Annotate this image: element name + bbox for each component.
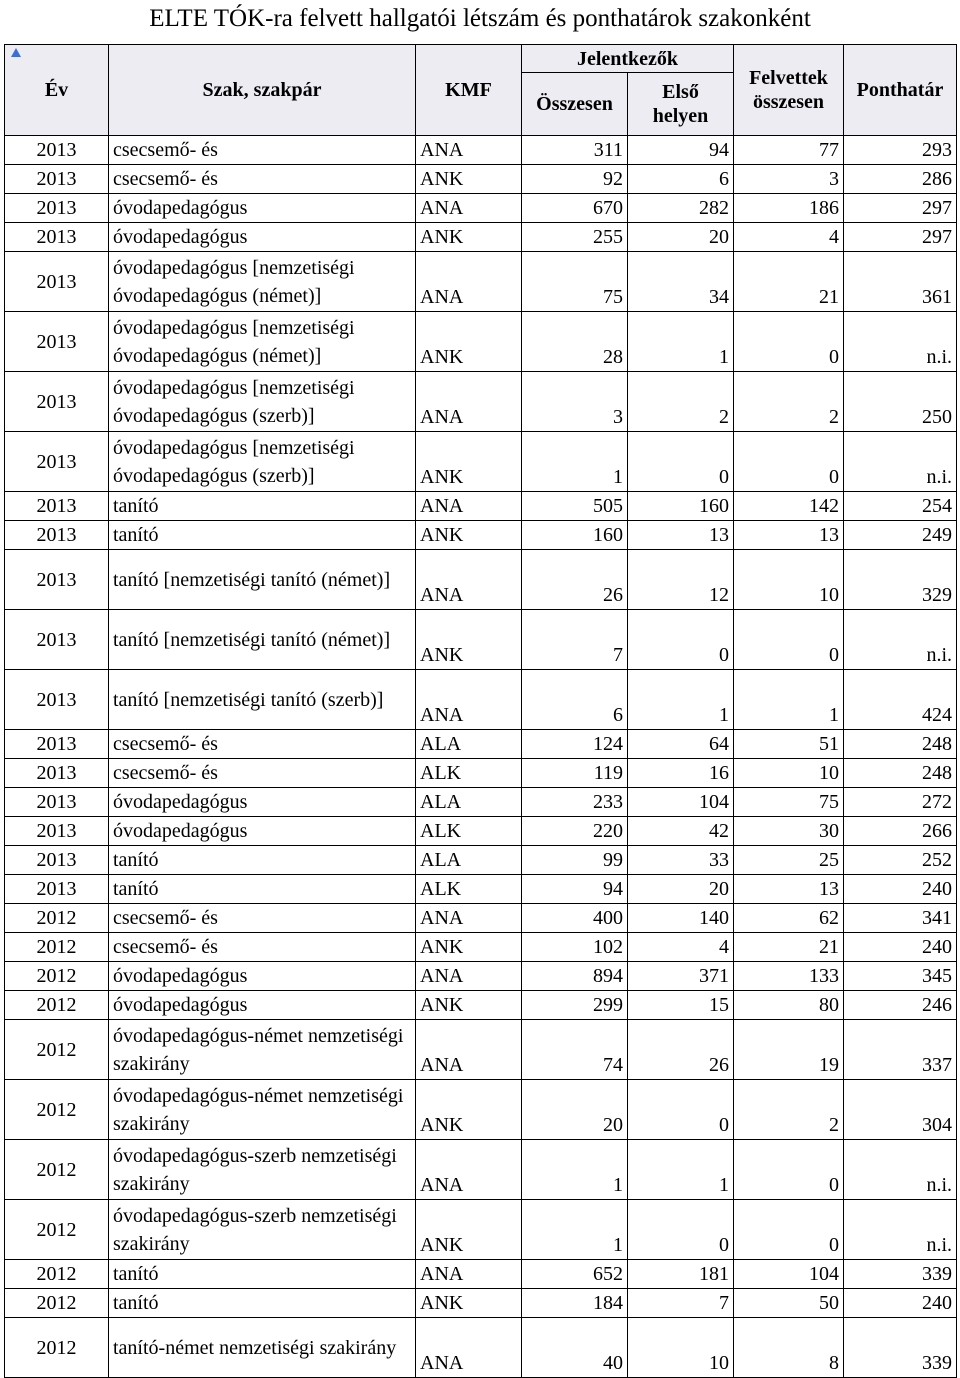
cell-osszesen[interactable]: 299 <box>522 991 628 1020</box>
cell-ev[interactable]: 2013 <box>5 846 109 875</box>
cell-elso-helyen[interactable]: 1 <box>628 1140 734 1200</box>
cell-szak[interactable]: óvodapedagógus <box>109 223 416 252</box>
cell-elso-helyen[interactable]: 7 <box>628 1289 734 1318</box>
cell-felvettek[interactable]: 13 <box>734 521 844 550</box>
cell-szak[interactable]: óvodapedagógus <box>109 817 416 846</box>
cell-felvettek[interactable]: 2 <box>734 372 844 432</box>
table-row <box>5 904 957 933</box>
cell-elso-helyen[interactable]: 16 <box>628 759 734 788</box>
cell-felvettek[interactable]: 1 <box>734 670 844 730</box>
cell-szak[interactable]: tanító <box>109 875 416 904</box>
cell-elso-helyen[interactable]: 20 <box>628 875 734 904</box>
cell-szak[interactable]: óvodapedagógus-szerb nemzetiségi szakirány <box>109 1140 416 1200</box>
cell-kmf[interactable]: ALA <box>416 730 522 759</box>
cell-osszesen[interactable]: 124 <box>522 730 628 759</box>
cell-kmf[interactable]: ALK <box>416 759 522 788</box>
cell-ev[interactable]: 2013 <box>5 223 109 252</box>
cell-kmf[interactable]: ANK <box>416 933 522 962</box>
cell-felvettek[interactable]: 186 <box>734 194 844 223</box>
cell-osszesen[interactable]: 99 <box>522 846 628 875</box>
cell-osszesen[interactable]: 6 <box>522 670 628 730</box>
cell-osszesen[interactable]: 26 <box>522 550 628 610</box>
cell-szak[interactable]: óvodapedagógus-német nemzetiségi szakirány <box>109 1020 416 1080</box>
cell-ponthatar[interactable]: 250 <box>844 372 957 432</box>
table-row <box>5 136 957 165</box>
cell-ev[interactable]: 2012 <box>5 1260 109 1289</box>
header-felvettek-line1: Felvettek <box>749 67 828 89</box>
cell-ev[interactable]: 2012 <box>5 991 109 1020</box>
cell-ponthatar[interactable]: 297 <box>844 223 957 252</box>
cell-felvettek[interactable]: 51 <box>734 730 844 759</box>
cell-kmf[interactable]: ANK <box>416 1080 522 1140</box>
table-row <box>5 846 957 875</box>
cell-felvettek[interactable]: 80 <box>734 991 844 1020</box>
cell-szak[interactable]: óvodapedagógus <box>109 788 416 817</box>
table-row <box>5 1200 957 1260</box>
cell-osszesen[interactable]: 255 <box>522 223 628 252</box>
cell-osszesen[interactable]: 40 <box>522 1318 628 1378</box>
cell-kmf[interactable]: ANA <box>416 1260 522 1289</box>
cell-ev[interactable]: 2012 <box>5 933 109 962</box>
header-kmf[interactable]: KMF <box>416 45 522 136</box>
cell-elso-helyen[interactable]: 6 <box>628 165 734 194</box>
cell-kmf[interactable]: ANA <box>416 252 522 312</box>
table-row <box>5 1140 957 1200</box>
cell-ev[interactable]: 2013 <box>5 875 109 904</box>
page-title: ELTE TÓK-ra felvett hallgatói létszám és ponthatárok szakonként <box>149 5 811 32</box>
cell-kmf[interactable]: ANK <box>416 1200 522 1260</box>
cell-ponthatar[interactable]: 240 <box>844 875 957 904</box>
cell-felvettek[interactable]: 10 <box>734 759 844 788</box>
cell-ev[interactable]: 2013 <box>5 817 109 846</box>
cell-felvettek[interactable]: 13 <box>734 875 844 904</box>
table-row <box>5 759 957 788</box>
cell-osszesen[interactable]: 184 <box>522 1289 628 1318</box>
cell-szak[interactable]: óvodapedagógus-szerb nemzetiségi szakirány <box>109 1200 416 1260</box>
table-row <box>5 521 957 550</box>
cell-ev[interactable]: 2013 <box>5 492 109 521</box>
cell-elso-helyen[interactable]: 0 <box>628 610 734 670</box>
cell-kmf[interactable]: ANK <box>416 521 522 550</box>
cell-elso-helyen[interactable]: 104 <box>628 788 734 817</box>
cell-osszesen[interactable]: 119 <box>522 759 628 788</box>
cell-szak[interactable]: csecsemő- és <box>109 136 416 165</box>
table-row <box>5 165 957 194</box>
cell-ponthatar[interactable]: n.i. <box>844 610 957 670</box>
cell-ponthatar[interactable]: 424 <box>844 670 957 730</box>
cell-felvettek[interactable]: 142 <box>734 492 844 521</box>
cell-felvettek[interactable]: 0 <box>734 610 844 670</box>
cell-elso-helyen[interactable]: 42 <box>628 817 734 846</box>
header-felvettek[interactable] <box>734 45 844 136</box>
cell-elso-helyen[interactable]: 160 <box>628 492 734 521</box>
cell-ponthatar[interactable]: 246 <box>844 991 957 1020</box>
cell-elso-helyen[interactable]: 12 <box>628 550 734 610</box>
cell-felvettek[interactable]: 0 <box>734 312 844 372</box>
cell-ponthatar[interactable]: 254 <box>844 492 957 521</box>
cell-kmf[interactable]: ANA <box>416 962 522 991</box>
cell-szak[interactable]: óvodapedagógus [nemzetiségi óvodapedagógus (szerb)] <box>109 372 416 432</box>
cell-ev[interactable]: 2013 <box>5 730 109 759</box>
cell-elso-helyen[interactable]: 2 <box>628 372 734 432</box>
cell-kmf[interactable]: ANA <box>416 550 522 610</box>
table-row <box>5 788 957 817</box>
cell-ponthatar[interactable]: 329 <box>844 550 957 610</box>
cell-ponthatar[interactable]: 361 <box>844 252 957 312</box>
cell-szak[interactable]: tanító-német nemzetiségi szakirány <box>109 1318 416 1378</box>
cell-kmf[interactable]: ANA <box>416 492 522 521</box>
cell-ponthatar[interactable]: 240 <box>844 1289 957 1318</box>
cell-ponthatar[interactable]: n.i. <box>844 1200 957 1260</box>
cell-ponthatar[interactable]: 304 <box>844 1080 957 1140</box>
cell-szak[interactable]: tanító <box>109 846 416 875</box>
cell-elso-helyen[interactable]: 34 <box>628 252 734 312</box>
table-row <box>5 194 957 223</box>
table-row <box>5 1020 957 1080</box>
cell-osszesen[interactable]: 894 <box>522 962 628 991</box>
cell-ev[interactable]: 2012 <box>5 904 109 933</box>
cell-felvettek[interactable]: 8 <box>734 1318 844 1378</box>
cell-kmf[interactable]: ANA <box>416 194 522 223</box>
cell-kmf[interactable]: ANK <box>416 223 522 252</box>
cell-ev[interactable]: 2012 <box>5 1020 109 1080</box>
cell-osszesen[interactable]: 1 <box>522 1200 628 1260</box>
table-row <box>5 730 957 759</box>
cell-szak[interactable]: tanító [nemzetiségi tanító (szerb)] <box>109 670 416 730</box>
cell-osszesen[interactable]: 400 <box>522 904 628 933</box>
header-szak[interactable]: Szak, szakpár <box>109 45 416 136</box>
cell-osszesen[interactable]: 311 <box>522 136 628 165</box>
cell-osszesen[interactable]: 3 <box>522 372 628 432</box>
cell-kmf[interactable]: ANK <box>416 432 522 492</box>
cell-osszesen[interactable]: 505 <box>522 492 628 521</box>
cell-elso-helyen[interactable]: 140 <box>628 904 734 933</box>
cell-felvettek[interactable]: 50 <box>734 1289 844 1318</box>
cell-ev[interactable]: 2013 <box>5 252 109 312</box>
header-ev[interactable] <box>5 45 109 136</box>
cell-kmf[interactable]: ANK <box>416 610 522 670</box>
table-row <box>5 372 957 432</box>
cell-felvettek[interactable]: 77 <box>734 136 844 165</box>
cell-elso-helyen[interactable]: 13 <box>628 521 734 550</box>
cell-ponthatar[interactable]: 248 <box>844 759 957 788</box>
cell-osszesen[interactable]: 220 <box>522 817 628 846</box>
table-row <box>5 550 957 610</box>
cell-elso-helyen[interactable]: 15 <box>628 991 734 1020</box>
cell-kmf[interactable]: ANK <box>416 312 522 372</box>
cell-ev[interactable]: 2012 <box>5 1318 109 1378</box>
table-row <box>5 817 957 846</box>
cell-elso-helyen[interactable]: 181 <box>628 1260 734 1289</box>
cell-elso-helyen[interactable]: 26 <box>628 1020 734 1080</box>
cell-kmf[interactable]: ANA <box>416 136 522 165</box>
table-row <box>5 991 957 1020</box>
cell-szak[interactable]: tanító <box>109 521 416 550</box>
header-jelentkezok[interactable]: Jelentkezők <box>522 45 734 73</box>
cell-kmf[interactable]: ANA <box>416 1020 522 1080</box>
cell-ev[interactable]: 2013 <box>5 136 109 165</box>
cell-kmf[interactable]: ANK <box>416 1289 522 1318</box>
cell-szak[interactable]: csecsemő- és <box>109 759 416 788</box>
header-elso-helyen[interactable] <box>628 73 734 136</box>
header-osszesen[interactable]: Összesen <box>522 73 628 136</box>
cell-ev[interactable]: 2013 <box>5 312 109 372</box>
cell-ponthatar[interactable]: 337 <box>844 1020 957 1080</box>
cell-osszesen[interactable]: 102 <box>522 933 628 962</box>
cell-felvettek[interactable]: 0 <box>734 1200 844 1260</box>
cell-elso-helyen[interactable]: 94 <box>628 136 734 165</box>
cell-kmf[interactable]: ANK <box>416 165 522 194</box>
cell-ponthatar[interactable]: 339 <box>844 1318 957 1378</box>
cell-szak[interactable]: óvodapedagógus [nemzetiségi óvodapedagógus (német)] <box>109 312 416 372</box>
header-ponthatar[interactable]: Ponthatár <box>844 45 957 136</box>
header-ev-label: Év <box>44 79 69 101</box>
cell-ev[interactable]: 2013 <box>5 372 109 432</box>
cell-felvettek[interactable]: 75 <box>734 788 844 817</box>
table-row <box>5 933 957 962</box>
cell-osszesen[interactable]: 1 <box>522 1140 628 1200</box>
cell-osszesen[interactable]: 74 <box>522 1020 628 1080</box>
cell-kmf[interactable]: ALK <box>416 875 522 904</box>
cell-ponthatar[interactable]: 240 <box>844 933 957 962</box>
cell-osszesen[interactable]: 233 <box>522 788 628 817</box>
cell-ponthatar[interactable]: 345 <box>844 962 957 991</box>
cell-ponthatar[interactable]: n.i. <box>844 432 957 492</box>
cell-szak[interactable]: óvodapedagógus [nemzetiségi óvodapedagógus (szerb)] <box>109 432 416 492</box>
cell-felvettek[interactable]: 0 <box>734 1140 844 1200</box>
table-header <box>5 45 957 136</box>
cell-felvettek[interactable]: 21 <box>734 933 844 962</box>
header-elso-line2: helyen <box>652 105 709 127</box>
cell-osszesen[interactable]: 94 <box>522 875 628 904</box>
cell-szak[interactable]: tanító [nemzetiségi tanító (német)] <box>109 610 416 670</box>
cell-osszesen[interactable]: 20 <box>522 1080 628 1140</box>
cell-osszesen[interactable]: 28 <box>522 312 628 372</box>
header-felvettek-line2: összesen <box>752 91 825 113</box>
cell-szak[interactable]: óvodapedagógus [nemzetiségi óvodapedagógus (német)] <box>109 252 416 312</box>
cell-kmf[interactable]: ALA <box>416 846 522 875</box>
cell-kmf[interactable]: ALA <box>416 788 522 817</box>
table-row <box>5 610 957 670</box>
cell-ev[interactable]: 2013 <box>5 432 109 492</box>
cell-ponthatar[interactable]: 286 <box>844 165 957 194</box>
table-row <box>5 1080 957 1140</box>
cell-osszesen[interactable]: 670 <box>522 194 628 223</box>
sort-filter-icon[interactable] <box>11 48 21 57</box>
cell-ponthatar[interactable]: 341 <box>844 904 957 933</box>
cell-elso-helyen[interactable]: 282 <box>628 194 734 223</box>
cell-ev[interactable]: 2013 <box>5 788 109 817</box>
cell-ponthatar[interactable]: 249 <box>844 521 957 550</box>
cell-ev[interactable]: 2012 <box>5 1289 109 1318</box>
cell-osszesen[interactable]: 160 <box>522 521 628 550</box>
cell-osszesen[interactable]: 7 <box>522 610 628 670</box>
cell-szak[interactable]: óvodapedagógus-német nemzetiségi szakirány <box>109 1080 416 1140</box>
cell-ev[interactable]: 2013 <box>5 670 109 730</box>
table-row <box>5 312 957 372</box>
data-table <box>4 44 957 1378</box>
cell-szak[interactable]: tanító <box>109 1289 416 1318</box>
cell-elso-helyen[interactable]: 1 <box>628 670 734 730</box>
cell-osszesen[interactable]: 75 <box>522 252 628 312</box>
cell-szak[interactable]: csecsemő- és <box>109 904 416 933</box>
cell-felvettek[interactable]: 104 <box>734 1260 844 1289</box>
header-elso-line1: Első <box>662 81 699 103</box>
cell-kmf[interactable]: ANA <box>416 1140 522 1200</box>
cell-osszesen[interactable]: 652 <box>522 1260 628 1289</box>
cell-kmf[interactable]: ANA <box>416 904 522 933</box>
cell-szak[interactable]: csecsemő- és <box>109 933 416 962</box>
cell-felvettek[interactable]: 4 <box>734 223 844 252</box>
cell-ponthatar[interactable]: 297 <box>844 194 957 223</box>
cell-szak[interactable]: csecsemő- és <box>109 165 416 194</box>
table-body <box>5 136 957 1378</box>
cell-felvettek[interactable]: 62 <box>734 904 844 933</box>
cell-osszesen[interactable]: 92 <box>522 165 628 194</box>
cell-szak[interactable]: óvodapedagógus <box>109 194 416 223</box>
cell-ev[interactable]: 2013 <box>5 194 109 223</box>
cell-elso-helyen[interactable]: 33 <box>628 846 734 875</box>
cell-elso-helyen[interactable]: 1 <box>628 312 734 372</box>
cell-kmf[interactable]: ANK <box>416 991 522 1020</box>
cell-ev[interactable]: 2012 <box>5 1080 109 1140</box>
cell-szak[interactable]: tanító [nemzetiségi tanító (német)] <box>109 550 416 610</box>
table-row <box>5 962 957 991</box>
cell-ponthatar[interactable]: n.i. <box>844 1140 957 1200</box>
cell-kmf[interactable]: ANA <box>416 1318 522 1378</box>
cell-szak[interactable]: csecsemő- és <box>109 730 416 759</box>
cell-felvettek[interactable]: 10 <box>734 550 844 610</box>
cell-elso-helyen[interactable]: 0 <box>628 1080 734 1140</box>
cell-szak[interactable]: tanító <box>109 492 416 521</box>
cell-felvettek[interactable]: 25 <box>734 846 844 875</box>
cell-elso-helyen[interactable]: 371 <box>628 962 734 991</box>
table-row <box>5 1289 957 1318</box>
cell-ponthatar[interactable]: 248 <box>844 730 957 759</box>
cell-ponthatar[interactable]: 293 <box>844 136 957 165</box>
cell-felvettek[interactable]: 3 <box>734 165 844 194</box>
cell-felvettek[interactable]: 21 <box>734 252 844 312</box>
cell-szak[interactable]: tanító <box>109 1260 416 1289</box>
table-row <box>5 223 957 252</box>
cell-szak[interactable]: óvodapedagógus <box>109 962 416 991</box>
cell-elso-helyen[interactable]: 0 <box>628 432 734 492</box>
cell-ponthatar[interactable]: 266 <box>844 817 957 846</box>
cell-ev[interactable]: 2013 <box>5 610 109 670</box>
spreadsheet <box>4 44 956 1378</box>
cell-osszesen[interactable]: 1 <box>522 432 628 492</box>
cell-elso-helyen[interactable]: 64 <box>628 730 734 759</box>
table-row <box>5 875 957 904</box>
cell-ponthatar[interactable]: 252 <box>844 846 957 875</box>
cell-ponthatar[interactable]: 339 <box>844 1260 957 1289</box>
cell-ev[interactable]: 2012 <box>5 1140 109 1200</box>
cell-felvettek[interactable]: 0 <box>734 432 844 492</box>
cell-ev[interactable]: 2012 <box>5 962 109 991</box>
cell-kmf[interactable]: ANA <box>416 372 522 432</box>
cell-szak[interactable]: óvodapedagógus <box>109 991 416 1020</box>
cell-ponthatar[interactable]: 272 <box>844 788 957 817</box>
cell-ev[interactable]: 2013 <box>5 550 109 610</box>
cell-felvettek[interactable]: 133 <box>734 962 844 991</box>
cell-ev[interactable]: 2012 <box>5 1200 109 1260</box>
cell-felvettek[interactable]: 2 <box>734 1080 844 1140</box>
cell-kmf[interactable]: ANA <box>416 670 522 730</box>
table-row <box>5 252 957 312</box>
table-row <box>5 432 957 492</box>
cell-elso-helyen[interactable]: 0 <box>628 1200 734 1260</box>
cell-ponthatar[interactable]: n.i. <box>844 312 957 372</box>
cell-ev[interactable]: 2013 <box>5 759 109 788</box>
cell-felvettek[interactable]: 30 <box>734 817 844 846</box>
cell-ev[interactable]: 2013 <box>5 521 109 550</box>
cell-elso-helyen[interactable]: 4 <box>628 933 734 962</box>
cell-elso-helyen[interactable]: 20 <box>628 223 734 252</box>
cell-elso-helyen[interactable]: 10 <box>628 1318 734 1378</box>
table-row <box>5 1260 957 1289</box>
cell-felvettek[interactable]: 19 <box>734 1020 844 1080</box>
table-row <box>5 670 957 730</box>
cell-ev[interactable]: 2013 <box>5 165 109 194</box>
cell-kmf[interactable]: ALK <box>416 817 522 846</box>
table-row <box>5 492 957 521</box>
